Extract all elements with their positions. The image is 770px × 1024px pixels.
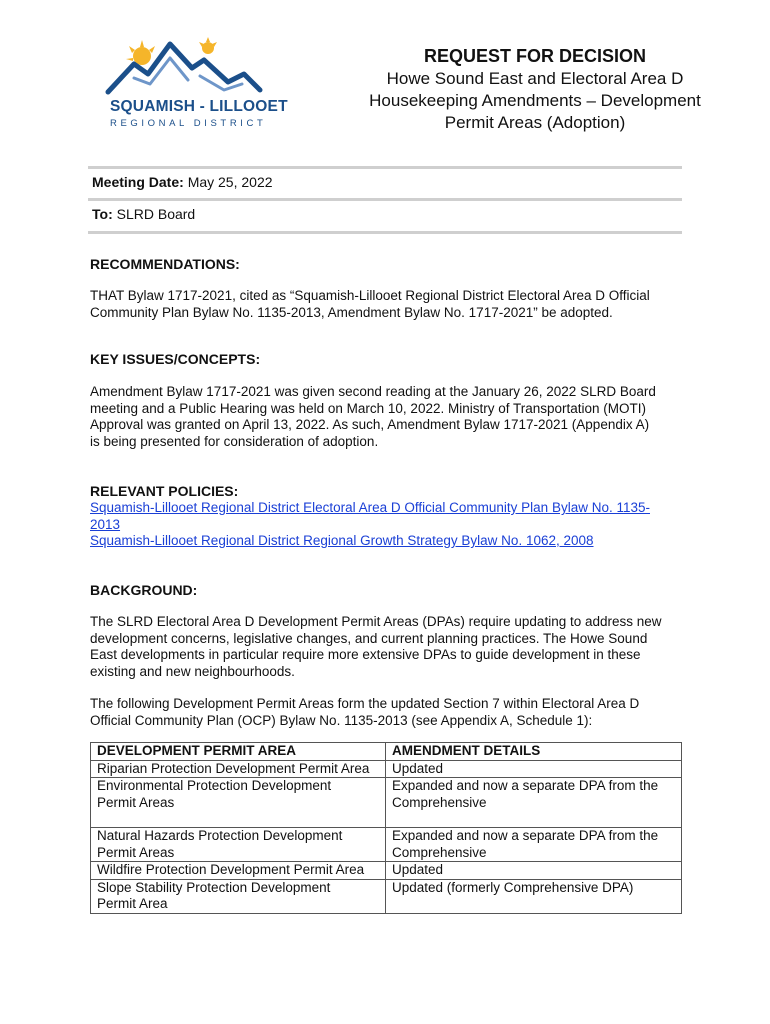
cell-line: Updated (formerly Comprehensive DPA) bbox=[392, 879, 634, 895]
cell-line: Expanded and now a separate DPA from the bbox=[392, 828, 659, 843]
divider-top bbox=[88, 166, 682, 169]
key-issues-section bbox=[90, 351, 690, 450]
title-line-2: Housekeeping Amendments – Development bbox=[369, 91, 701, 110]
divider-bottom bbox=[88, 231, 682, 234]
slrd-logo bbox=[100, 34, 288, 134]
key-issues-line: meeting and a Public Hearing was held on March 10, 2022. Ministry of Transportation (MOTI) bbox=[90, 400, 647, 416]
cell-line: Expanded and now a separate DPA from the bbox=[392, 778, 659, 793]
recommendations-heading: RECOMMENDATIONS: bbox=[90, 256, 240, 272]
background-line: existing and new neighbourhoods. bbox=[90, 663, 295, 679]
cell-line: Permit Areas bbox=[97, 794, 175, 810]
cell-line: Comprehensive bbox=[392, 844, 487, 860]
background-heading: BACKGROUND: bbox=[90, 582, 198, 598]
cell-line: Updated bbox=[392, 862, 444, 877]
cell-line: Natural Hazards Protection Development bbox=[97, 828, 343, 843]
meeting-date-label: Meeting Date: bbox=[92, 174, 184, 190]
title-line-3: Permit Areas (Adoption) bbox=[444, 113, 626, 132]
table-cell-details bbox=[386, 778, 682, 828]
title-main: REQUEST FOR DECISION bbox=[423, 46, 647, 66]
key-issues-heading: KEY ISSUES/CONCEPTS: bbox=[90, 351, 261, 367]
background-line: The SLRD Electoral Area D Development Permit Areas (DPAs) require updating to address new bbox=[90, 614, 662, 629]
table-header: AMENDMENT DETAILS bbox=[386, 743, 682, 761]
cell-line: Wildfire Protection Development Permit Area bbox=[97, 862, 365, 877]
table-cell-area bbox=[91, 828, 386, 862]
ocp-bylaw-link-line-2: 2013 bbox=[90, 516, 121, 532]
table-row bbox=[91, 778, 682, 828]
table-cell-area bbox=[91, 862, 386, 880]
background-line: The following Development Permit Areas form the updated Section 7 within Electoral Area D bbox=[90, 696, 640, 711]
table-cell-area bbox=[91, 760, 386, 778]
table-cell-details bbox=[386, 862, 682, 880]
background-section bbox=[90, 582, 690, 729]
cell-line: Permit Areas bbox=[97, 844, 175, 860]
table-cell-details bbox=[386, 879, 682, 913]
relevant-policies-heading: RELEVANT POLICIES: bbox=[90, 483, 239, 499]
cell-line: Slope Stability Protection Development bbox=[97, 879, 331, 895]
table-header-row bbox=[91, 743, 682, 761]
key-issues-line: Amendment Bylaw 1717-2021 was given second reading at the January 26, 2022 SLRD Board bbox=[90, 384, 656, 399]
document-title bbox=[340, 44, 730, 134]
divider-middle bbox=[88, 198, 682, 201]
title-line-1: Howe Sound East and Electoral Area D bbox=[386, 69, 684, 88]
growth-strategy-link[interactable]: Squamish-Lillooet Regional District Regional Growth Strategy Bylaw No. 1062, 2008 bbox=[90, 533, 594, 548]
cell-line: Environmental Protection Development bbox=[97, 778, 332, 793]
table-cell-area bbox=[91, 879, 386, 913]
relevant-policies-section bbox=[90, 483, 690, 550]
meeting-date-value: May 25, 2022 bbox=[187, 174, 273, 190]
recommendations-line: Community Plan Bylaw No. 1135-2013, Amendment Bylaw No. 1717-2021” be adopted. bbox=[90, 304, 613, 320]
ocp-bylaw-link-line-1: Squamish-Lillooet Regional District Electoral Area D Official Community Plan Bylaw No. 1135- bbox=[90, 500, 650, 515]
table-row bbox=[91, 760, 682, 778]
meeting-date bbox=[92, 174, 273, 191]
cell-line: Permit Area bbox=[97, 896, 168, 911]
key-issues-line: Approval was granted on April 13, 2022. As such, Amendment Bylaw 1717-2021 (Appendix A) bbox=[90, 417, 650, 432]
dpa-table bbox=[90, 742, 682, 914]
mountain-sun-icon bbox=[104, 34, 264, 96]
recommendations-section bbox=[90, 256, 690, 321]
cell-line: Updated bbox=[392, 760, 444, 776]
table-cell-details bbox=[386, 828, 682, 862]
recommendations-line: THAT Bylaw 1717-2021, cited as “Squamish-Lillooet Regional District Electoral Area D Official bbox=[90, 288, 650, 303]
background-line: East developments in particular require more extensive DPAs to guide development in these bbox=[90, 647, 641, 662]
background-line: development concerns, legislative changes, and current planning practices. The Howe Sound bbox=[90, 630, 648, 646]
cell-line: Comprehensive bbox=[392, 794, 487, 810]
recipient bbox=[92, 206, 195, 223]
table-row bbox=[91, 879, 682, 913]
logo-wordmark: SQUAMISH - LILLOOET bbox=[110, 98, 288, 115]
table-header: DEVELOPMENT PERMIT AREA bbox=[91, 743, 386, 761]
ocp-bylaw-link[interactable] bbox=[90, 500, 690, 533]
recipient-value: SLRD Board bbox=[116, 206, 196, 222]
recipient-label: To: bbox=[92, 206, 113, 222]
key-issues-line: is being presented for consideration of adoption. bbox=[90, 433, 379, 449]
background-line: Official Community Plan (OCP) Bylaw No. 1135-2013 (see Appendix A, Schedule 1): bbox=[90, 712, 593, 728]
table-row bbox=[91, 862, 682, 880]
table-cell-details bbox=[386, 760, 682, 778]
table-row bbox=[91, 828, 682, 862]
logo-subtitle: REGIONAL DISTRICT bbox=[110, 118, 267, 129]
cell-line: Riparian Protection Development Permit Area bbox=[97, 760, 370, 776]
table-cell-area bbox=[91, 778, 386, 828]
